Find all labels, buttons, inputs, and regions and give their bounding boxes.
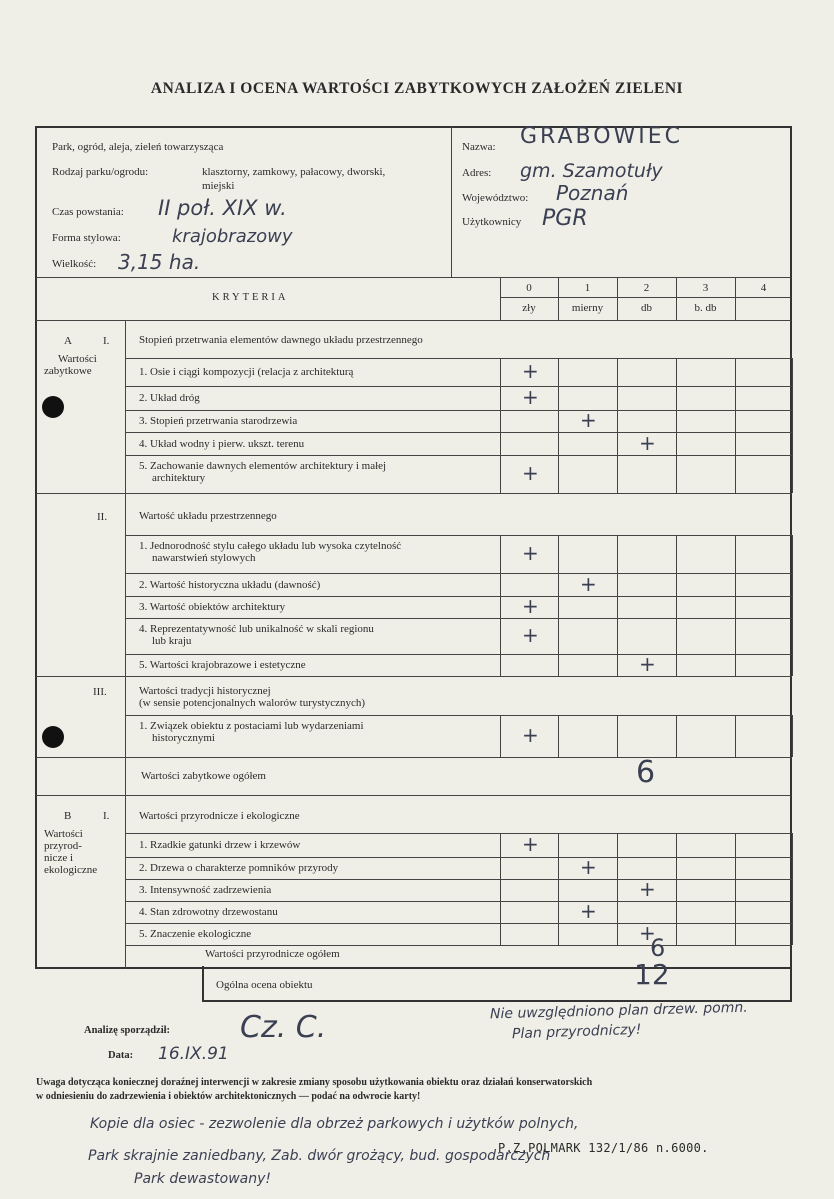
forma-label: Forma stylowa: xyxy=(52,232,121,244)
score-mark: + xyxy=(639,652,656,676)
cell-line xyxy=(500,455,501,493)
score-col-line xyxy=(558,277,559,320)
cell-line xyxy=(617,358,618,386)
cell-line xyxy=(792,535,793,573)
row-line xyxy=(126,901,792,902)
criterion-label-2: lub kraju xyxy=(152,635,192,647)
section-a-name-2: zabytkowe xyxy=(44,365,92,377)
cell-line xyxy=(792,432,793,455)
section-a-bottom-line xyxy=(36,795,791,796)
section-b-roman: I. xyxy=(103,810,110,822)
cell-line xyxy=(676,455,677,493)
cell-line xyxy=(617,857,618,879)
cell-line xyxy=(500,410,501,432)
row-line xyxy=(126,879,792,880)
criterion-label: 1. Osie i ciągi kompozycji (relacja z architekturą xyxy=(139,366,354,378)
group1-title: Stopień przetrwania elementów dawnego układu przestrzennego xyxy=(139,334,423,346)
cell-line xyxy=(792,715,793,757)
cell-line xyxy=(500,358,501,386)
group-line xyxy=(36,676,791,677)
criterion-label: 4. Układ wodny i pierw. ukszt. terenu xyxy=(139,438,305,450)
adres-value: gm. Szamotuły xyxy=(520,160,663,182)
cell-line xyxy=(735,596,736,618)
criterion-label: 4. Stan zdrowotny drzewostanu xyxy=(139,906,278,918)
park-type-line: Park, ogród, aleja, zieleń towarzysząca xyxy=(52,141,224,153)
cell-line xyxy=(676,879,677,901)
rodzaj-options: klasztorny, zamkowy, pałacowy, dworski, xyxy=(202,166,386,178)
score-col-line xyxy=(500,277,501,320)
uzytkownicy-label: Użytkownicy xyxy=(462,216,522,228)
criterion-label: 3. Intensywność zadrzewienia xyxy=(139,884,272,896)
section-a-name-1: Wartości xyxy=(58,353,97,365)
cell-line xyxy=(676,573,677,596)
score-number: 1 xyxy=(584,282,591,294)
row-line xyxy=(126,596,792,597)
czas-label: Czas powstania: xyxy=(52,206,124,218)
cell-line xyxy=(617,901,618,923)
criterion-label-2: historycznymi xyxy=(152,732,215,744)
section-b-code: B xyxy=(64,810,72,822)
wielkosc-label: Wielkość: xyxy=(52,258,97,270)
cell-line xyxy=(617,618,618,654)
cell-line xyxy=(558,386,559,410)
row-line xyxy=(126,618,792,619)
cell-line xyxy=(676,857,677,879)
cell-line xyxy=(500,923,501,945)
section-b-name-3: nicze i xyxy=(44,852,74,864)
cell-line xyxy=(558,879,559,901)
score-mark: + xyxy=(522,723,539,747)
uzytkownicy-value: PGR xyxy=(542,206,588,231)
criterion-label: 5. Wartości krajobrazowe i estetyczne xyxy=(139,659,306,671)
section-b-name-1: Wartości xyxy=(44,828,83,840)
forma-value: krajobrazowy xyxy=(172,226,293,247)
cell-line xyxy=(617,432,618,455)
criterion-label: 5. Znaczenie ekologiczne xyxy=(139,928,252,940)
rodzaj-label: Rodzaj parku/ogrodu: xyxy=(52,166,149,178)
cell-line xyxy=(617,573,618,596)
cell-line xyxy=(676,358,677,386)
score-col-line xyxy=(735,277,736,320)
cell-line xyxy=(676,410,677,432)
cell-line xyxy=(676,901,677,923)
cell-line xyxy=(500,654,501,676)
group3-title-2: (w sensie potencjonalnych walorów turystycznych) xyxy=(139,697,366,709)
criterion-label: 2. Drzewa o charakterze pomników przyrody xyxy=(139,862,339,874)
cell-line xyxy=(792,923,793,945)
cell-line xyxy=(735,901,736,923)
cell-line xyxy=(558,923,559,945)
cell-line xyxy=(558,654,559,676)
row-line xyxy=(126,455,792,456)
cell-line xyxy=(500,715,501,757)
czas-value: II poł. XIX w. xyxy=(158,196,287,220)
side-note-1: Nie uwzględniono plan drzew. pomn. xyxy=(489,999,748,1023)
score-mark: + xyxy=(522,359,539,383)
cell-line xyxy=(500,833,501,857)
group3-title: Wartości tradycji historycznej xyxy=(139,685,271,697)
cell-line xyxy=(735,358,736,386)
cell-line xyxy=(676,923,677,945)
cell-line xyxy=(735,857,736,879)
score-number: 0 xyxy=(526,282,532,294)
rodzaj-options-2: miejski xyxy=(202,180,235,192)
score-header-mid-line xyxy=(500,297,791,298)
cell-line xyxy=(676,654,677,676)
criteria-header-bottom xyxy=(36,320,791,321)
group-b-title: Wartości przyrodnicze i ekologiczne xyxy=(139,810,300,822)
handwritten-note-3: Park dewastowany! xyxy=(134,1171,272,1187)
criterion-label-2: architektury xyxy=(152,472,206,484)
score-col-line xyxy=(676,277,677,320)
group-line xyxy=(36,493,791,494)
group2-title: Wartość układu przestrzennego xyxy=(139,510,277,522)
score-label: zły xyxy=(522,302,536,314)
score-mark: + xyxy=(639,877,656,901)
uwaga-line-2: w odniesieniu do zadrzewienia i obiektów architektonicznych — podać na odwrocie karty! xyxy=(36,1091,421,1102)
nazwa-label: Nazwa: xyxy=(462,141,496,153)
cell-line xyxy=(500,386,501,410)
cell-line xyxy=(676,535,677,573)
row-line xyxy=(126,715,792,716)
score-number: 3 xyxy=(702,282,709,294)
score-label: mierny xyxy=(571,302,604,314)
cell-line xyxy=(735,879,736,901)
handwritten-note-1: Kopie dla osiec - zezwolenie dla obrzeż parkowych i użytków polnych, xyxy=(90,1116,579,1132)
overall-label: Ogólna ocena obiektu xyxy=(216,979,313,991)
cell-line xyxy=(500,535,501,573)
cell-line xyxy=(735,923,736,945)
cell-line xyxy=(735,833,736,857)
cell-line xyxy=(617,455,618,493)
score-mark: + xyxy=(522,541,539,565)
page-title: ANALIZA I OCENA WARTOŚCI ZABYTKOWYCH ZAŁOŻEŃ ZIELENI xyxy=(150,80,684,97)
cell-line xyxy=(500,857,501,879)
cell-line xyxy=(617,410,618,432)
cell-line xyxy=(792,857,793,879)
cell-line xyxy=(500,596,501,618)
score-mark: + xyxy=(580,408,597,432)
criterion-label: 1. Rzadkie gatunki drzew i krzewów xyxy=(139,839,301,851)
cell-line xyxy=(792,410,793,432)
criterion-label: 5. Zachowanie dawnych elementów architektury i małej xyxy=(139,460,387,472)
cell-line xyxy=(617,386,618,410)
section-b-name-2: przyrod- xyxy=(44,840,82,852)
cell-line xyxy=(617,715,618,757)
cell-line xyxy=(735,618,736,654)
analiza-label: Analizę sporządził: xyxy=(84,1025,171,1036)
total-b-value: 6 xyxy=(650,934,666,962)
total-a-value: 6 xyxy=(636,755,656,790)
handwritten-note-2: Park skrajnie zaniedbany, Zab. dwór grożący, bud. gospodarczych xyxy=(88,1148,551,1164)
cell-line xyxy=(558,857,559,879)
section-a-roman-2: II. xyxy=(97,511,108,523)
cell-line xyxy=(792,573,793,596)
criterion-label: 2. Wartość historyczna układu (dawność) xyxy=(139,579,321,591)
cell-line xyxy=(735,535,736,573)
score-number: 2 xyxy=(643,282,650,294)
criterion-label: 4. Reprezentatywność lub unikalność w skali regionu xyxy=(139,623,374,635)
score-mark: + xyxy=(580,899,597,923)
cell-line xyxy=(500,573,501,596)
criterion-label: 1. Związek obiektu z postaciami lub wydarzeniami xyxy=(139,720,364,732)
cell-line xyxy=(735,573,736,596)
header-divider xyxy=(451,127,452,277)
print-code: P.Z.POLMARK 132/1/86 n.6000. xyxy=(498,1141,709,1155)
criterion-label-2: nawarstwień stylowych xyxy=(152,552,256,564)
cell-line xyxy=(558,901,559,923)
overall-value: 12 xyxy=(634,958,670,991)
score-mark: + xyxy=(522,594,539,618)
cell-line xyxy=(500,879,501,901)
score-label: db xyxy=(641,302,652,314)
row-line xyxy=(126,757,792,758)
row-line xyxy=(126,857,792,858)
cell-line xyxy=(676,432,677,455)
score-label: b. db xyxy=(694,302,717,314)
score-mark: + xyxy=(639,431,656,455)
cell-line xyxy=(792,386,793,410)
cell-line xyxy=(500,432,501,455)
total-b-label: Wartości przyrodnicze ogółem xyxy=(205,948,340,960)
criterion-label: 3. Wartość obiektów architektury xyxy=(139,601,286,613)
cell-line xyxy=(558,535,559,573)
cell-line xyxy=(735,654,736,676)
cell-line xyxy=(735,715,736,757)
cell-line xyxy=(792,358,793,386)
cell-line xyxy=(735,410,736,432)
cell-line xyxy=(676,715,677,757)
uwaga-line-1: Uwaga dotycząca koniecznej doraźnej interwencji w zakresie zmiany sposobu użytkowania obiektu oraz działań konserwatorskich xyxy=(36,1077,593,1088)
cell-line xyxy=(500,618,501,654)
row-line xyxy=(126,535,792,536)
score-col-line xyxy=(617,277,618,320)
cell-line xyxy=(617,654,618,676)
cell-line xyxy=(558,618,559,654)
cell-line xyxy=(792,654,793,676)
kryteria-label: KRYTERIA xyxy=(212,292,289,303)
cell-line xyxy=(558,596,559,618)
score-number: 4 xyxy=(760,282,767,294)
cell-line xyxy=(558,410,559,432)
criterion-label: 1. Jednorodność stylu całego układu lub wysoka czytelność xyxy=(139,540,402,552)
section-a-roman: I. xyxy=(103,335,110,347)
section-a-roman-3: III. xyxy=(93,686,107,698)
score-mark: + xyxy=(522,623,539,647)
section-a-code: A xyxy=(64,335,72,347)
row-line xyxy=(126,654,792,655)
cell-line xyxy=(558,455,559,493)
cell-line xyxy=(792,455,793,493)
wielkosc-value: 3,15 ha. xyxy=(118,250,201,274)
row-line xyxy=(126,573,792,574)
row-line xyxy=(126,386,792,387)
cell-line xyxy=(792,618,793,654)
side-note-2: Plan przyrodniczy! xyxy=(511,1021,642,1043)
score-mark: + xyxy=(522,385,539,409)
left-column-divider xyxy=(125,320,126,795)
cell-line xyxy=(792,879,793,901)
criterion-label: 3. Stopień przetrwania starodrzewia xyxy=(139,415,298,427)
cell-line xyxy=(735,455,736,493)
row-line xyxy=(126,432,792,433)
score-mark: + xyxy=(639,921,656,945)
row-line xyxy=(126,833,792,834)
cell-line xyxy=(617,596,618,618)
wojewodztwo-label: Województwo: xyxy=(462,192,529,204)
section-b-name-4: ekologiczne xyxy=(44,864,98,876)
cell-line xyxy=(676,386,677,410)
left-column-divider-b xyxy=(125,795,126,969)
cell-line xyxy=(735,386,736,410)
score-mark: + xyxy=(580,572,597,596)
cell-line xyxy=(558,833,559,857)
row-line xyxy=(126,358,792,359)
row-line xyxy=(126,410,792,411)
score-mark: + xyxy=(580,855,597,879)
nazwa-value: GRABOWIEC xyxy=(520,124,684,149)
cell-line xyxy=(617,535,618,573)
cell-line xyxy=(558,715,559,757)
cell-line xyxy=(617,833,618,857)
cell-line xyxy=(558,432,559,455)
header-bottom-line xyxy=(36,277,791,278)
wojewodztwo-value: Poznań xyxy=(556,181,629,205)
criterion-label: 2. Układ dróg xyxy=(139,392,200,404)
row-line xyxy=(126,923,792,924)
cell-line xyxy=(676,833,677,857)
group-line xyxy=(126,945,791,946)
cell-line xyxy=(558,358,559,386)
cell-line xyxy=(792,901,793,923)
cell-line xyxy=(558,573,559,596)
cell-line xyxy=(617,923,618,945)
total-a-label: Wartości zabytkowe ogółem xyxy=(141,770,266,782)
adres-label: Adres: xyxy=(462,167,492,179)
data-value: 16.IX.91 xyxy=(158,1044,229,1064)
score-mark: + xyxy=(522,461,539,485)
cell-line xyxy=(500,901,501,923)
cell-line xyxy=(676,618,677,654)
cell-line xyxy=(735,432,736,455)
cell-line xyxy=(792,833,793,857)
cell-line xyxy=(676,596,677,618)
cell-line xyxy=(792,596,793,618)
score-mark: + xyxy=(522,832,539,856)
data-label: Data: xyxy=(108,1050,134,1061)
cell-line xyxy=(617,879,618,901)
analiza-signature: Cz. C. xyxy=(240,1010,327,1045)
